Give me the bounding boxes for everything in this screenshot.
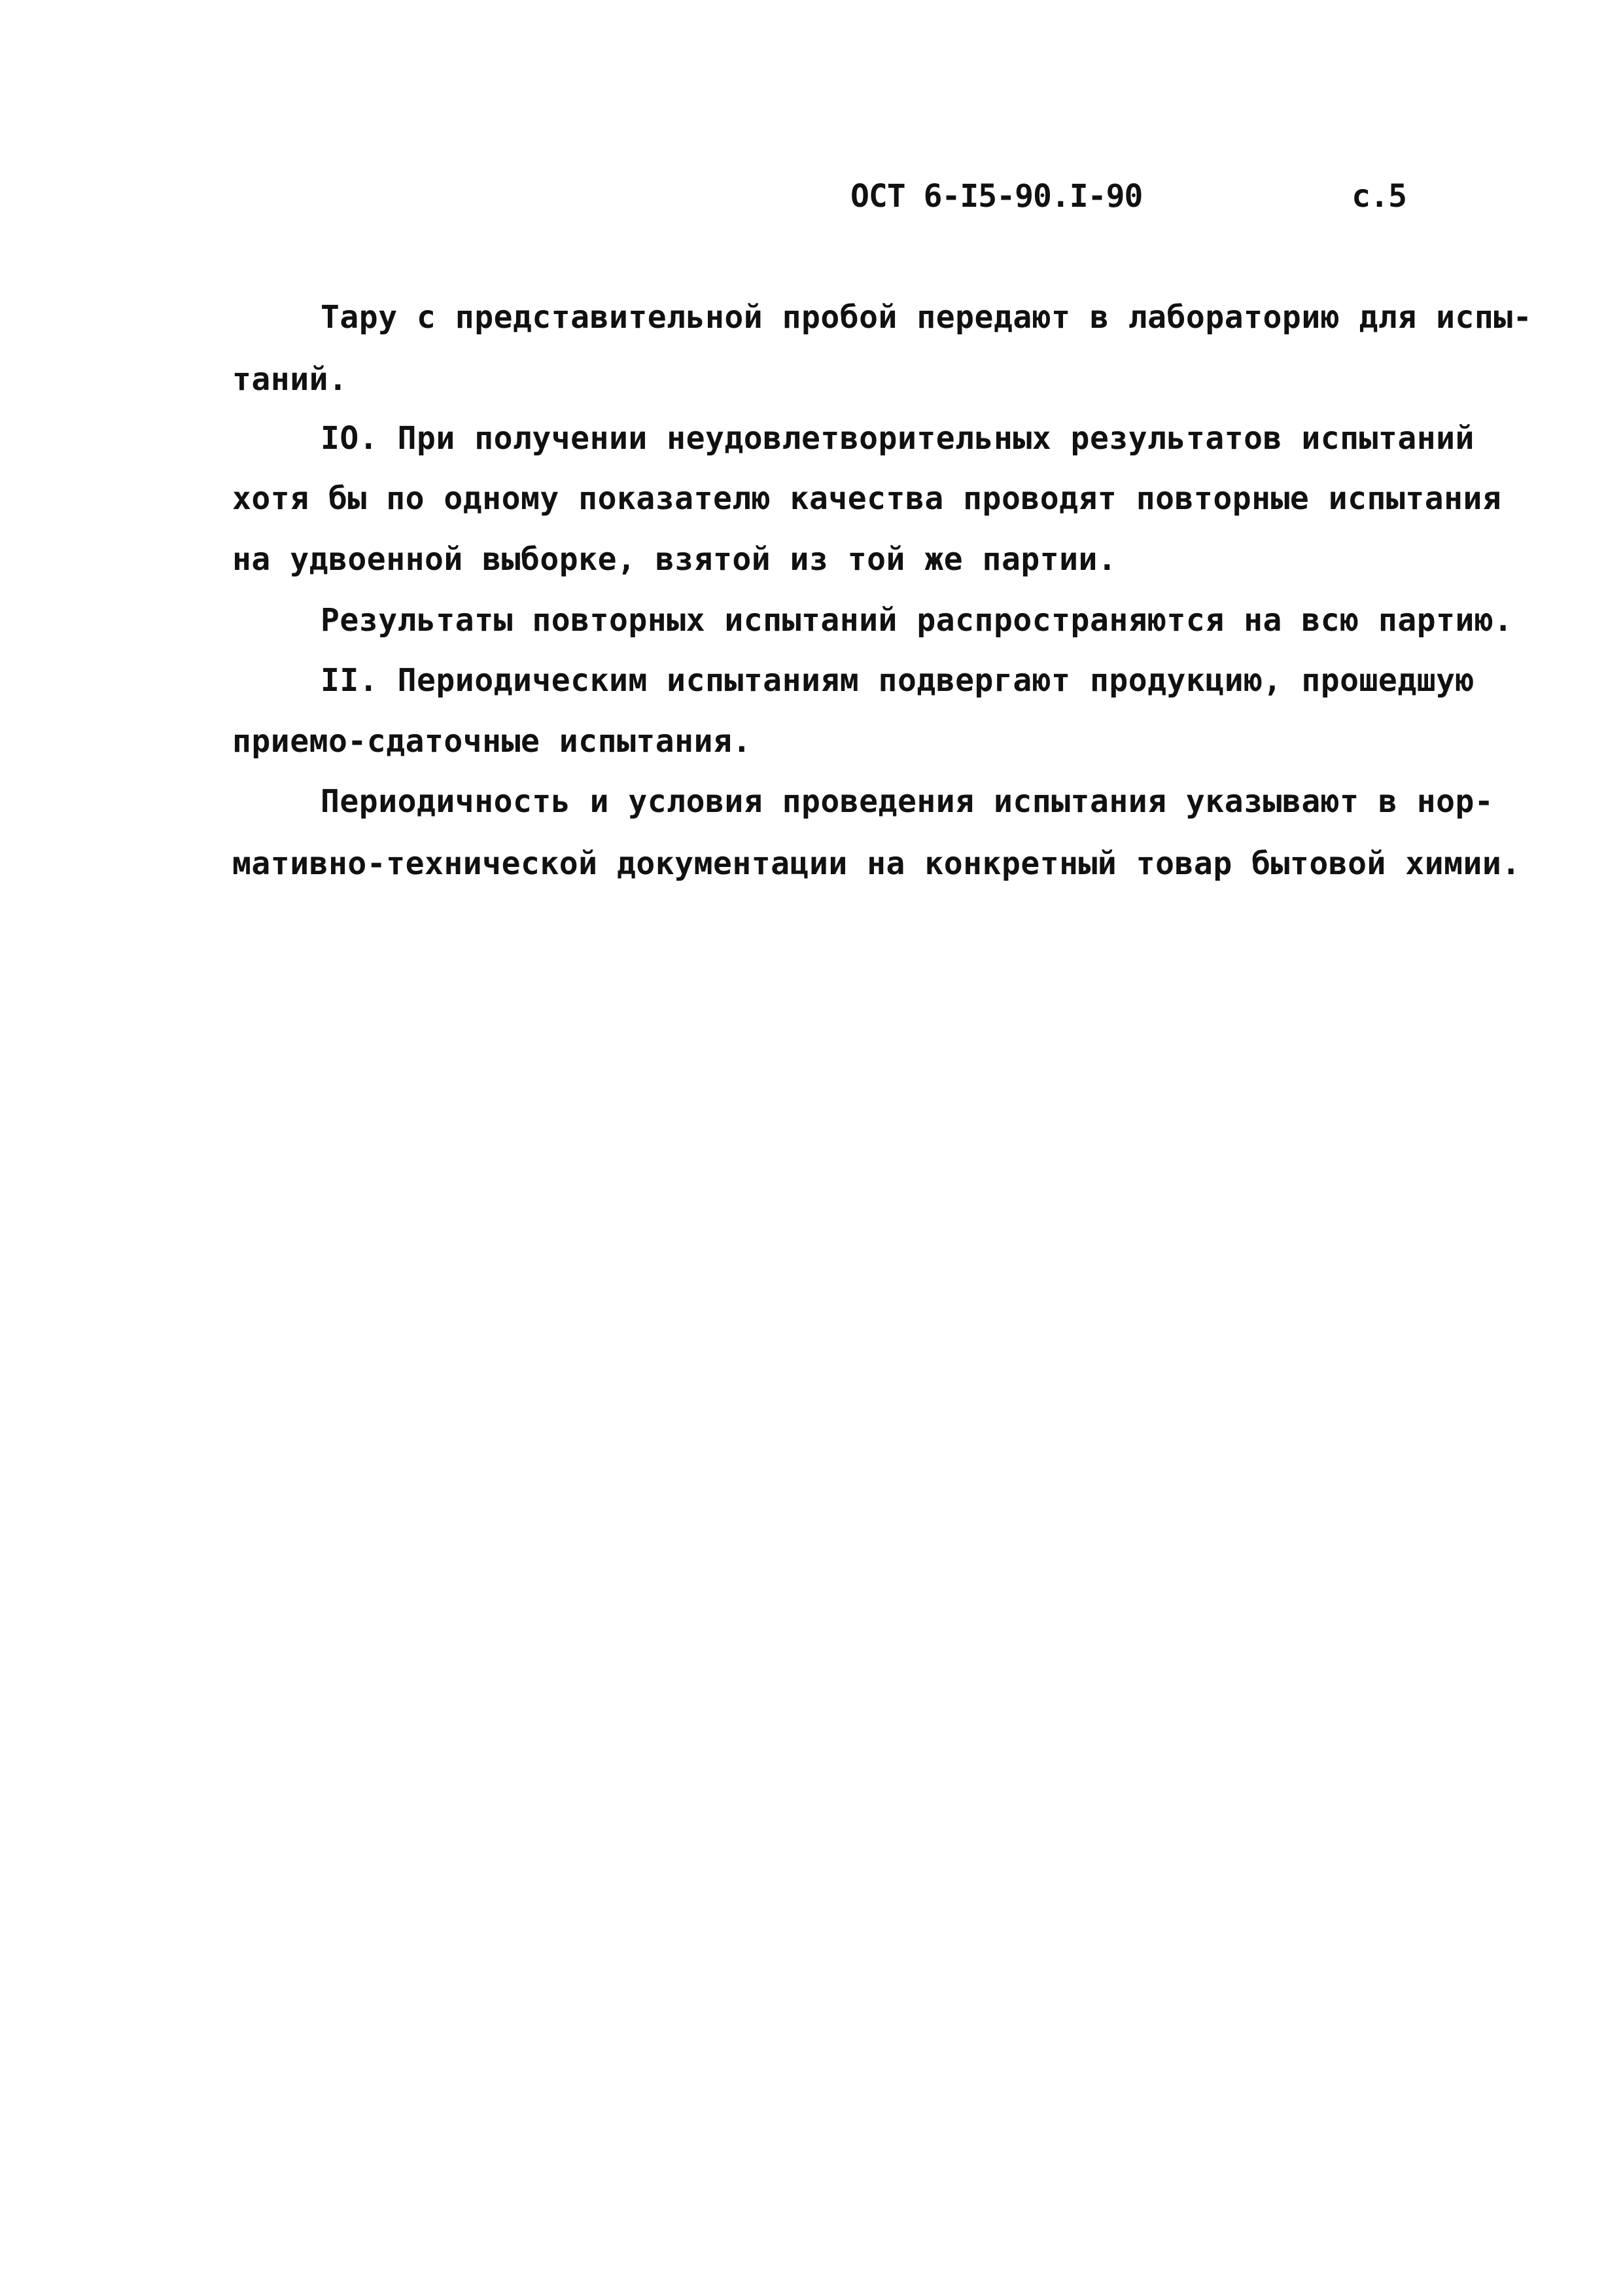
text-line: мативно-технической документации на конкретный товар бытовой химии. (232, 845, 1521, 882)
text-line: приемо-сдаточные испытания. (232, 723, 752, 760)
text-line: хотя бы по одному показателю качества проводят повторные испытания (232, 480, 1502, 517)
page-number: с.5 (1352, 178, 1406, 215)
text-line: на удвоенной выборке, взятой из той же партии. (232, 541, 1117, 578)
text-line: Тару с представительной пробой передают в лабораторию для испы- (321, 299, 1533, 336)
standard-number: ОСТ 6-I5-90.I-90 (850, 178, 1143, 215)
text-line: Периодичность и условия проведения испытания указывают в нор- (321, 783, 1494, 820)
text-line: таний. (232, 361, 348, 398)
text-line: Результаты повторных испытаний распространяются на всю партию. (321, 602, 1513, 639)
page-header (850, 178, 1439, 224)
text-line: IO. При получении неудовлетворительных результатов испытаний (321, 420, 1475, 457)
text-line: II. Периодическим испытаниям подвергают продукцию, прошедшую (321, 662, 1475, 699)
